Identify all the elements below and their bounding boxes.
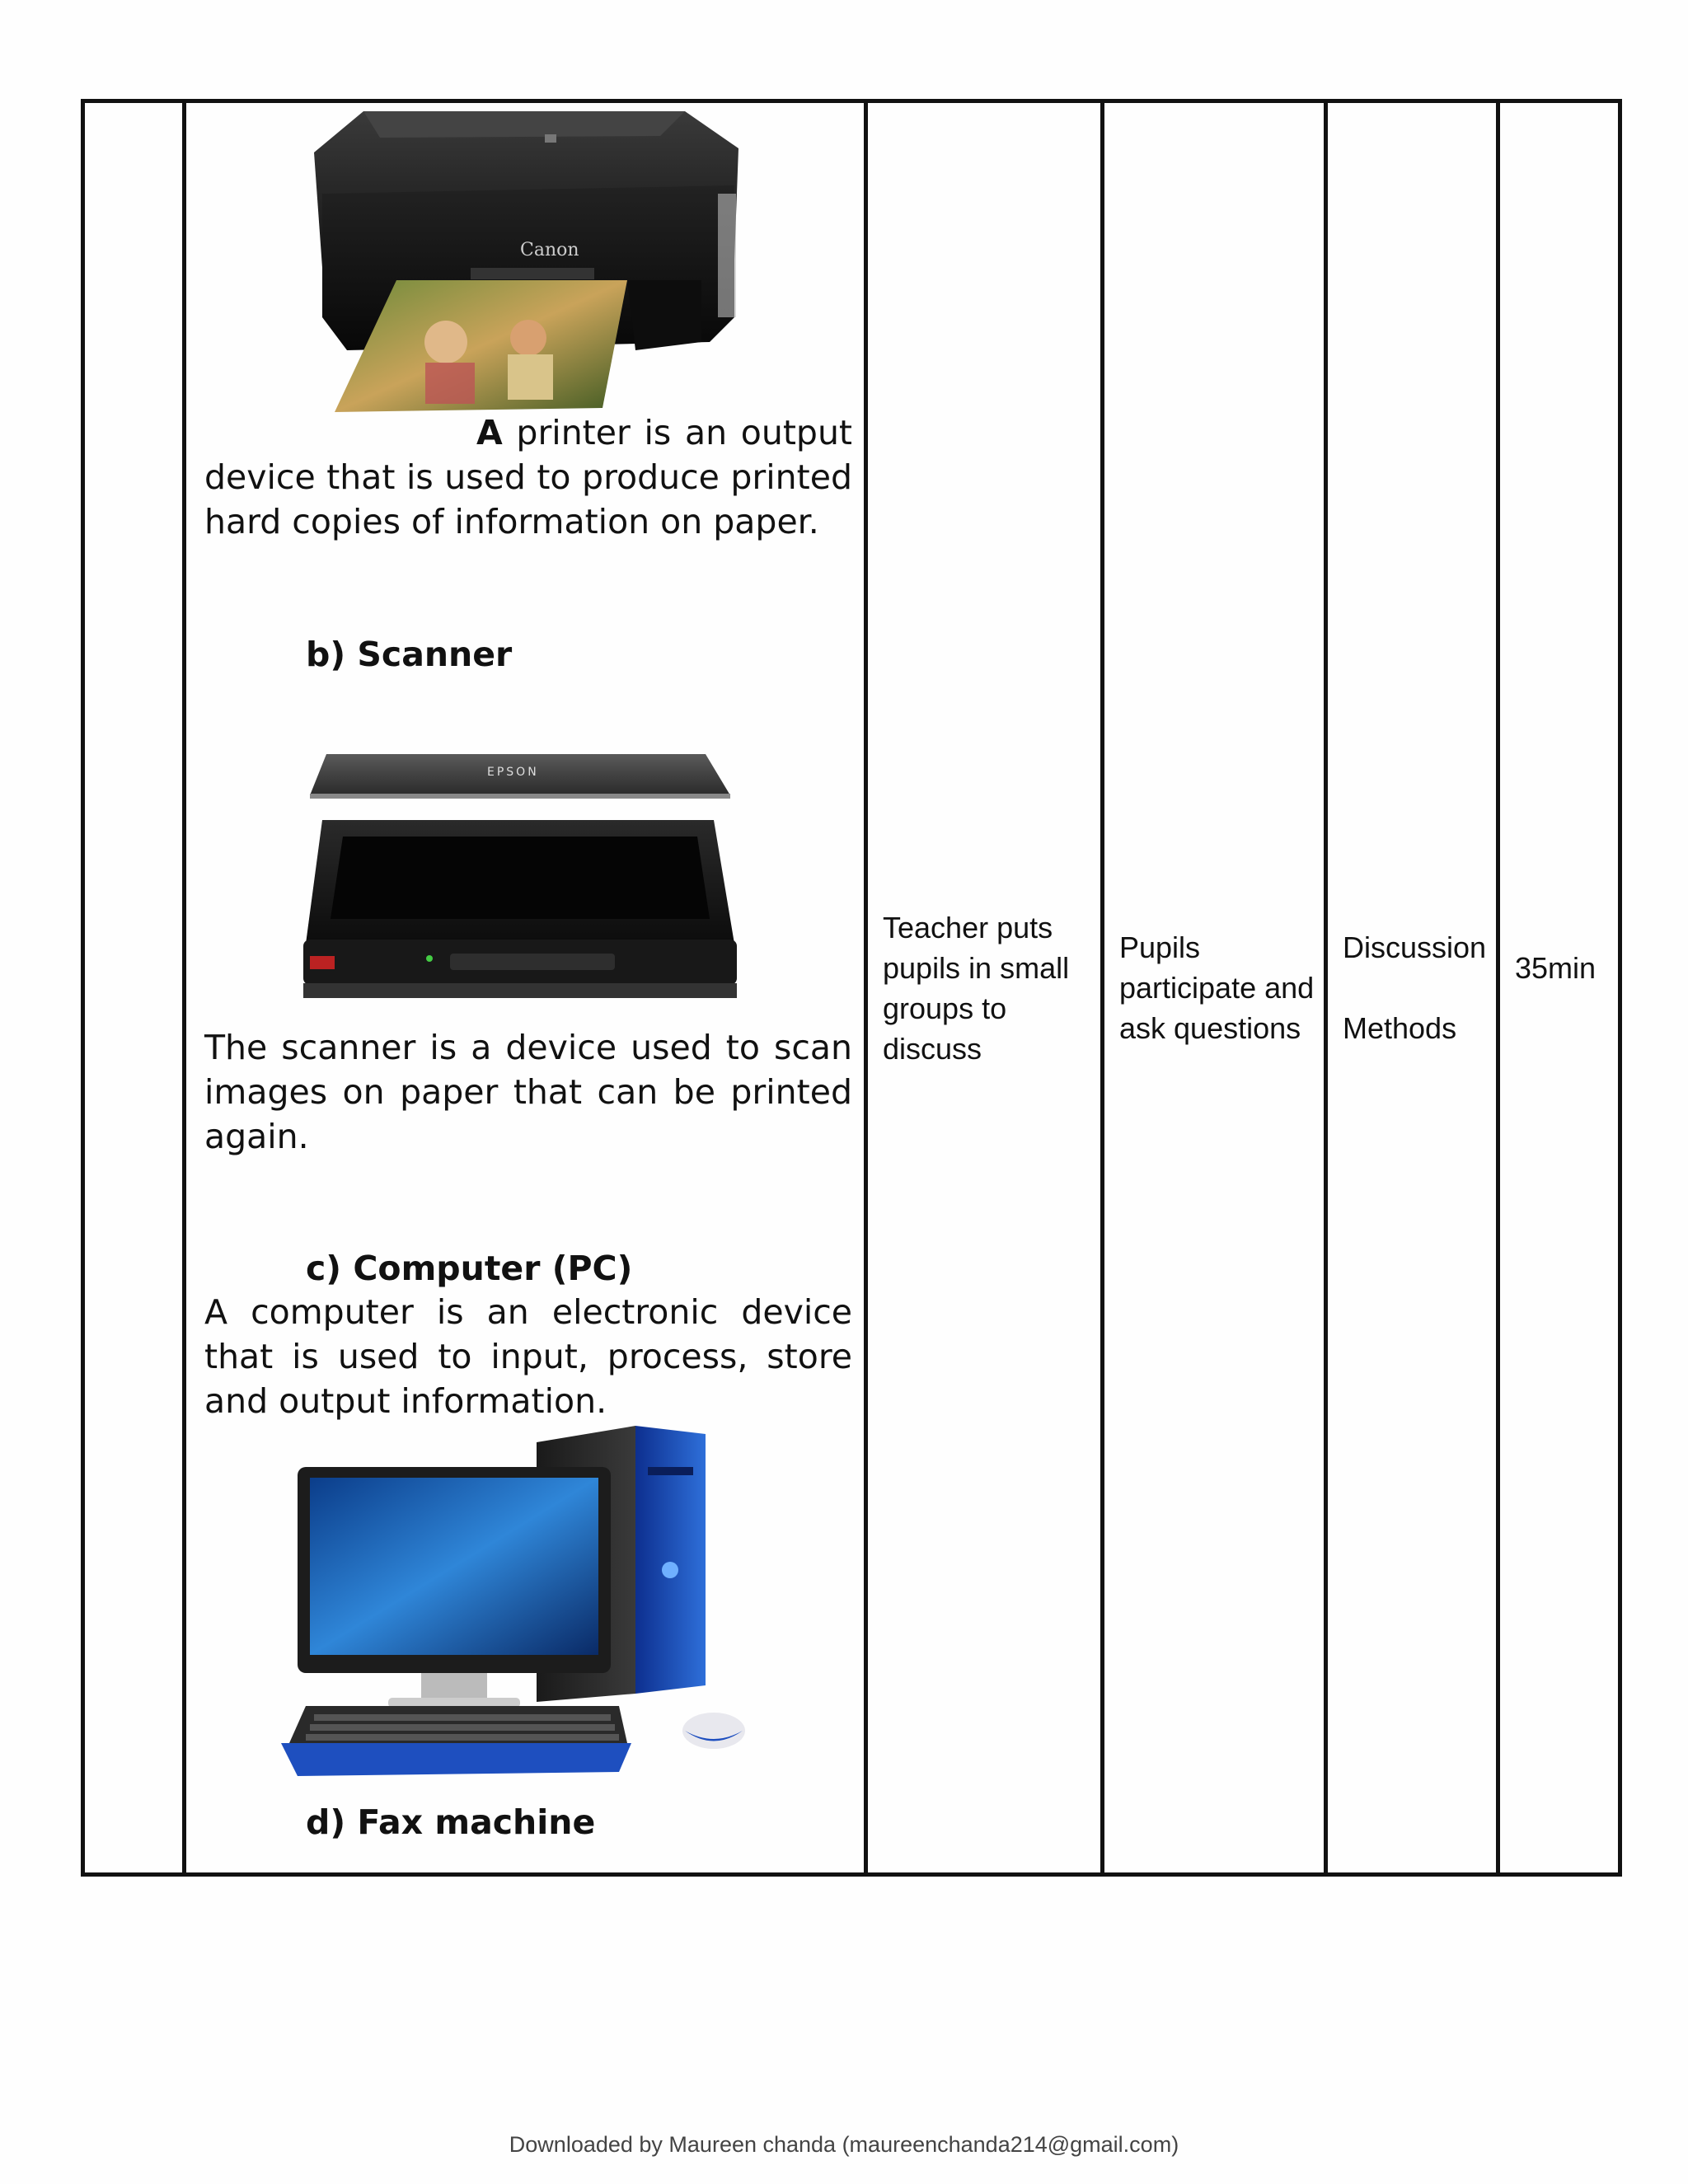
computer-description: A computer is an electronic device that is used to input, process, store and output information. bbox=[204, 1292, 852, 1421]
fax-heading: d) Fax machine bbox=[306, 1802, 596, 1842]
scanner-heading: b) Scanner bbox=[306, 635, 513, 674]
lesson-plan-table bbox=[81, 99, 1622, 1877]
method-discussion: Discussion bbox=[1343, 930, 1487, 964]
teacher-activity-cell bbox=[866, 101, 1103, 1875]
empty-cell bbox=[83, 101, 185, 1875]
pupil-activity-cell bbox=[1103, 101, 1326, 1875]
printer-text: printer is an output device that is used to produce printed hard copies of information on paper. bbox=[204, 413, 852, 541]
table-row bbox=[83, 101, 1620, 1875]
content-body bbox=[186, 103, 864, 1872]
pupil-activity-text: Pupils participate and ask questions bbox=[1119, 930, 1315, 1045]
method-cell bbox=[1326, 101, 1498, 1875]
content-cell bbox=[185, 101, 866, 1875]
scanner-icon bbox=[285, 746, 747, 1018]
scanner-description: The scanner is a device used to scan images on paper that can be printed again. bbox=[204, 1028, 852, 1156]
time-cell bbox=[1498, 101, 1620, 1875]
time-text: 35min bbox=[1515, 951, 1597, 985]
printer-brand-label: Canon bbox=[520, 240, 579, 260]
method-methods: Methods bbox=[1343, 1011, 1457, 1045]
printer-description bbox=[204, 410, 852, 544]
computer-heading: c) Computer (PC) bbox=[306, 1249, 633, 1288]
printer-lead-word: A bbox=[476, 413, 503, 452]
computer-icon bbox=[281, 1422, 776, 1793]
printer-icon bbox=[273, 103, 784, 416]
teacher-activity-text: Teacher puts pupils in small groups to discuss bbox=[883, 910, 1070, 1066]
download-footer: Downloaded by Maureen chanda (maureenchanda214@gmail.com) bbox=[509, 2132, 1179, 2157]
scanner-brand-label: EPSON bbox=[487, 766, 539, 779]
